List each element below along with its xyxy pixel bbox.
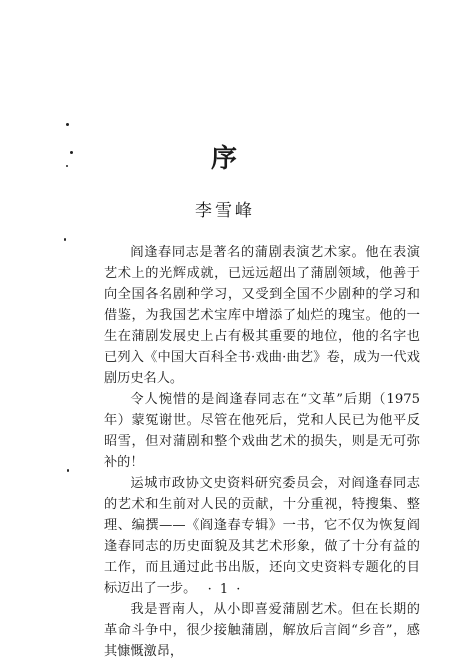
paragraph: 令人惋惜的是阎逢春同志在“文革”后期（1975年）蒙冤谢世。尽管在他死后，党和人民已为他平反昭雪，但对蒲剧和整个戏曲艺术的损失，则是无可弥补的！ xyxy=(104,392,420,470)
paragraph: 运城市政协文史资料研究委员会，对阎逢春同志的艺术和生前对人民的贡献，十分重视，特搜集、整理、编撰——《阎逢春专辑》一书，它不仅为恢复阎逢春同志的历史面貌及其艺术形象，做了十分有益的工作，而且通过此书出版，还向文史资料专题化的目标迈出了一步。 xyxy=(104,476,420,596)
scan-speck xyxy=(66,123,69,126)
paragraph: 我是晋南人，从小即喜爱蒲剧艺术。但在长期的革命斗争中，很少接触蒲剧，解放后言阎“乡音”，感其慷慨激昂， xyxy=(104,602,420,659)
page-number: · 1 · xyxy=(207,582,243,597)
author-name: 李雪峰 xyxy=(195,201,255,221)
scan-speck xyxy=(67,469,69,472)
scan-speck xyxy=(64,238,66,241)
page-title: 序 xyxy=(210,144,239,174)
body-text xyxy=(104,242,420,662)
paragraph: 阎逢春同志是著名的蒲剧表演艺术家。他在表演艺术上的光辉成就，已远远超出了蒲剧领域，他善于向全国各名剧种学习，又受到全国不少剧种的学习和借鉴，为我国艺术宝库中增添了灿烂的瑰宝。他的一生在蒲剧发展史上占有极其重要的地位，他的名字也已列入《中国大百科全书·戏曲·曲艺》卷，成为一代戏剧历史名人。 xyxy=(104,245,420,386)
